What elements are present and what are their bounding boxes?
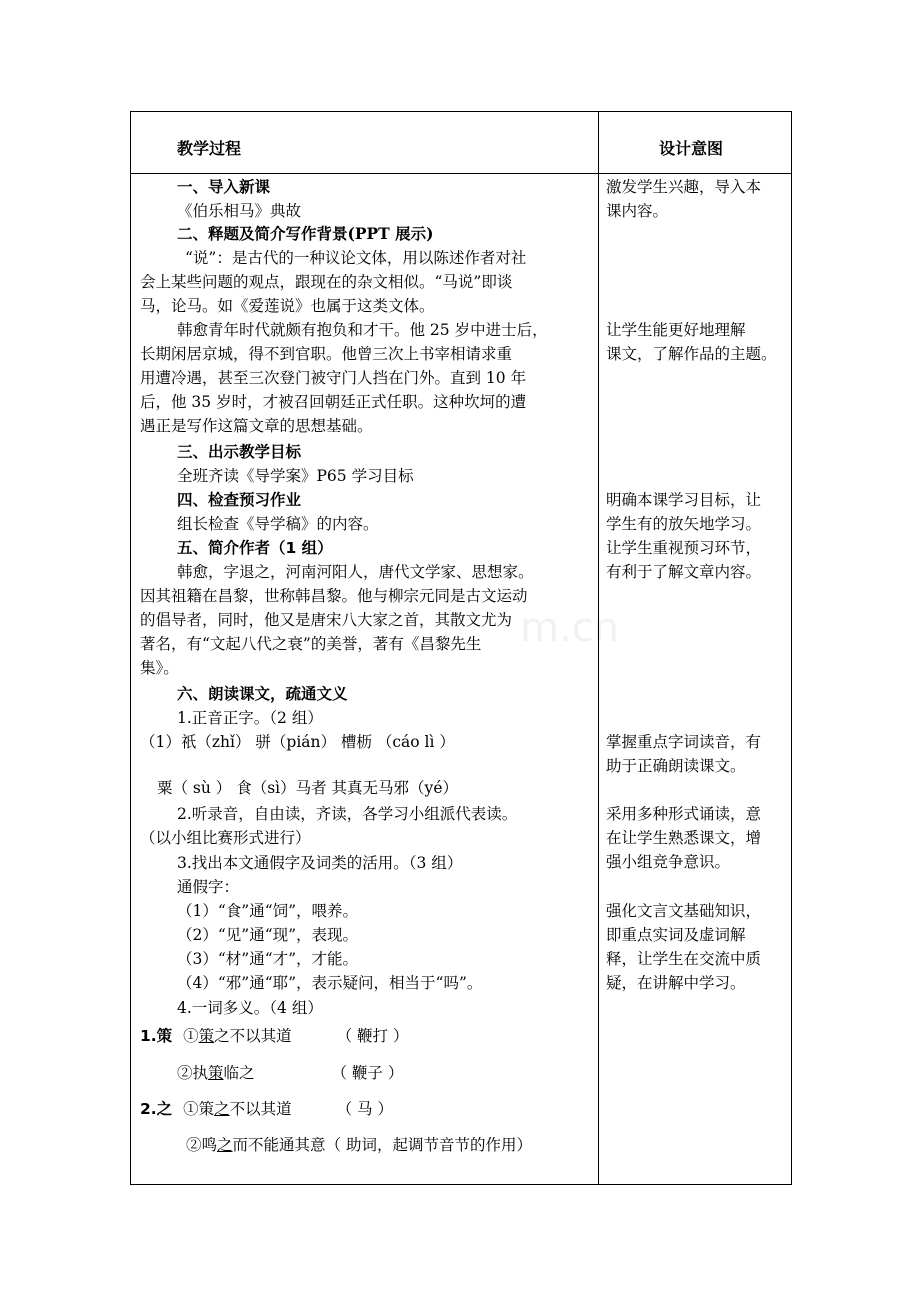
polysemy-suffix: 临之 <box>223 1064 255 1082</box>
process-line: 遇正是写作这篇文章的思想基础。 <box>140 417 373 435</box>
header-divider <box>131 173 791 174</box>
intent-line: 让学生重视预习环节， <box>606 539 762 557</box>
section-heading: 六、朗读课文，疏通文义 <box>177 685 348 703</box>
process-line: 马，论马。如《爱莲说》也属于这类文体。 <box>140 297 435 315</box>
process-line: 全班齐读《导学案》P65 学习目标 <box>177 467 414 485</box>
polysemy-prefix: ②鸣 <box>186 1136 218 1154</box>
polysemy-example <box>140 1024 408 1048</box>
intent-line: 助于正确朗读课文。 <box>606 757 746 775</box>
polysemy-prefix: ① <box>183 1027 199 1045</box>
polysemy-prefix: ①策 <box>183 1100 215 1118</box>
polysemy-suffix: 之不以其道 <box>214 1027 292 1045</box>
intent-line: 课文，了解作品的主题。 <box>606 345 777 363</box>
watermark: m.cn <box>520 605 620 651</box>
intent-line: 有利于了解文章内容。 <box>606 563 762 581</box>
intent-line: 采用多种形式诵读，意 <box>606 805 762 823</box>
process-line: 4.一词多义。（4 组） <box>177 999 323 1017</box>
process-line: 的倡导者，同时，他又是唐宋八大家之首，其散文尤为 <box>140 611 513 629</box>
section-heading: 二、释题及简介写作背景(PPT 展示) <box>177 224 434 243</box>
header-teaching-process: 教学过程 <box>177 139 242 158</box>
process-line: 会上某些问题的观点，跟现在的杂文相似。“马说”即谈 <box>140 273 513 291</box>
section-heading: 一、导入新课 <box>177 178 271 196</box>
polysemy-keyword: 策 <box>198 1027 215 1045</box>
process-line: 2.听录音，自由读，齐读，各学习小组派代表读。 <box>177 805 518 823</box>
process-line: 《伯乐相马》典故 <box>177 202 302 220</box>
process-line: “说”：是古代的一种议论文体，用以陈述作者对社 <box>185 249 527 267</box>
intent-line: 疑，在讲解中学习。 <box>606 974 746 992</box>
polysemy-keyword: 之 <box>217 1136 233 1154</box>
polysemy-prefix: ②执 <box>177 1064 209 1082</box>
pinyin-line: 粟（ sù ） 食（sì）马者 其真无马邪（yé） <box>157 779 458 797</box>
process-line: 著名，有“文起八代之衰”的美誉，著有《昌黎先生 <box>140 635 482 653</box>
process-line: 韩愈，字退之，河南河阳人，唐代文学家、思想家。 <box>177 563 534 581</box>
intent-line: 明确本课学习目标，让 <box>606 491 762 509</box>
polysemy-suffix: 而不能通其意 <box>232 1136 326 1154</box>
process-line: 集》。 <box>140 659 179 677</box>
intent-line: 即重点实词及虚词解 <box>606 926 746 944</box>
polysemy-word-label: 1.策 <box>140 1027 173 1045</box>
process-line: 韩愈青年时代就颇有抱负和才干。他 25 岁中进士后， <box>177 321 548 339</box>
intent-line: 学生有的放矢地学习。 <box>606 515 762 533</box>
column-divider <box>598 112 599 1184</box>
process-line: （2）“见”通“现”，表现。 <box>177 926 359 944</box>
process-line: 1.正音正字。（2 组） <box>177 709 323 727</box>
section-heading: 三、出示教学目标 <box>177 443 302 461</box>
intent-line: 掌握重点字词读音，有 <box>606 733 762 751</box>
intent-line: 激发学生兴趣，导入本 <box>606 178 762 196</box>
polysemy-keyword: 策 <box>208 1064 224 1082</box>
polysemy-example <box>186 1133 532 1157</box>
process-line: 后，他 35 岁时，才被召回朝廷正式任职。这种坎坷的遭 <box>140 393 527 411</box>
process-line: 组长检查《导学稿》的内容。 <box>177 515 379 533</box>
polysemy-word-label: 2.之 <box>140 1100 173 1118</box>
polysemy-example <box>177 1061 403 1085</box>
section-heading: 四、检查预习作业 <box>177 491 302 509</box>
process-line: 因其祖籍在昌黎，世称韩昌黎。他与柳宗元同是古文运动 <box>140 587 528 605</box>
process-line: 用遭冷遇，甚至三次登门被守门人挡在门外。直到 10 年 <box>140 369 527 387</box>
polysemy-suffix: 不以其道 <box>229 1100 292 1118</box>
polysemy-meaning: （ 鞭子 ） <box>331 1064 404 1082</box>
polysemy-keyword: 之 <box>214 1100 230 1118</box>
intent-line: 强化文言文基础知识， <box>606 902 762 920</box>
polysemy-example <box>140 1097 393 1121</box>
header-design-intent: 设计意图 <box>659 139 724 158</box>
section-heading: 五、简介作者（1 组） <box>177 539 333 557</box>
intent-line: 课内容。 <box>606 202 669 220</box>
intent-line: 让学生能更好地理解 <box>606 321 746 339</box>
process-line: 长期闲居京城，得不到官职。他曾三次上书宰相请求重 <box>140 345 513 363</box>
process-line: （3）“材”通“才”，才能。 <box>177 950 359 968</box>
process-line: 通假字： <box>177 878 240 896</box>
polysemy-meaning: （ 助词，起调节音节的作用） <box>325 1136 532 1154</box>
process-line: 3.找出本文通假字及词类的活用。（3 组） <box>177 854 463 872</box>
pinyin-line: （1）祇（zhǐ） 骈（pián） 槽枥 （cáo lì ） <box>140 733 455 751</box>
polysemy-meaning: （ 马 ） <box>336 1100 393 1118</box>
polysemy-meaning: （ 鞭打 ） <box>336 1027 409 1045</box>
process-line: （1）“食”通“饲”，喂养。 <box>177 902 359 920</box>
intent-line: 在让学生熟悉课文，增 <box>606 829 762 847</box>
process-line: （以小组比赛形式进行） <box>140 829 311 847</box>
process-line: （4）“邪”通“耶”，表示疑问，相当于“吗”。 <box>177 974 483 992</box>
intent-line: 强小组竞争意识。 <box>606 853 731 871</box>
intent-line: 释，让学生在交流中质 <box>606 950 762 968</box>
